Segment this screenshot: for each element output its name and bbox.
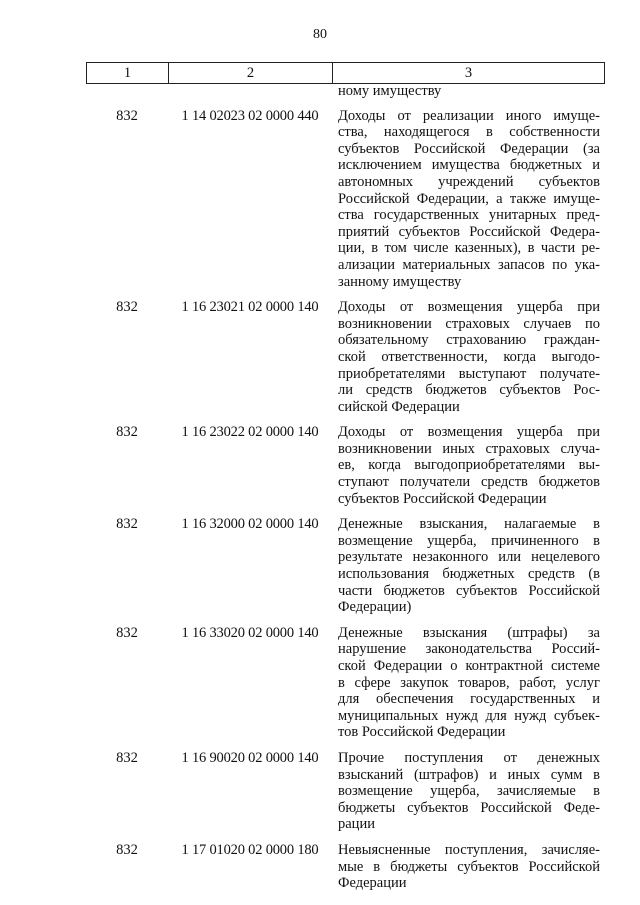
description-line: субъектов Российской Федерации	[338, 490, 547, 507]
description-line: рации	[338, 816, 375, 833]
description-line: возмещение ущерба, причиненного в	[338, 532, 600, 549]
description-line: сийской Федерации	[338, 398, 460, 415]
description-line: бюджеты субъектов Российской Феде-	[338, 799, 600, 816]
table-body	[86, 83, 601, 901]
description-cell	[338, 83, 600, 100]
table-row	[86, 842, 601, 892]
admin-code-cell: 832	[116, 516, 138, 533]
description-line: занному имуществу	[338, 273, 462, 290]
description-line: возникновении иных страховых случа-	[338, 440, 600, 457]
description-line: ской Федерации о контрактной системе	[338, 658, 600, 674]
description-cell	[338, 516, 600, 616]
description-line: мые в бюджеты субъектов Российской	[338, 858, 600, 875]
kbk-cell: 1 16 32000 02 0000 140	[181, 516, 319, 533]
description-line: муниципальных нужд для нужд субъек-	[338, 707, 600, 724]
description-line: приобретателями выступают получате-	[338, 365, 600, 382]
description-cell	[338, 842, 600, 892]
description-line: в сфере закупок товаров, работ, услуг	[338, 674, 600, 691]
description-line: Доходы от реализации иного имуще-	[338, 107, 600, 124]
description-cell	[338, 625, 600, 741]
admin-code-cell: 832	[116, 624, 138, 641]
description-line: тов Российской Федерации	[338, 724, 506, 741]
admin-code-cell: 832	[116, 749, 138, 766]
page-number: 80	[313, 27, 327, 42]
description-line: Прочие поступления от денежных	[338, 749, 600, 766]
description-line: Доходы от возмещения ущерба при	[338, 424, 600, 441]
description-line: Денежные взыскания (штрафы) за	[338, 624, 600, 641]
description-line: ства, находящегося в собственности	[338, 124, 600, 141]
description-line: возникновении страховых случаев по	[338, 315, 600, 332]
description-line: Невыясненные поступления, зачисляе-	[338, 841, 600, 858]
kbk-cell: 1 16 23022 02 0000 140	[181, 424, 319, 441]
kbk-cell	[168, 83, 332, 100]
description-cell	[338, 424, 600, 507]
table-row	[86, 424, 601, 507]
description-line: ступают получатели средств бюджетов	[338, 474, 600, 491]
description-line: использования бюджетных средств (в	[338, 566, 600, 583]
column-header-1: 1	[87, 63, 169, 84]
description-line: ному имуществу	[338, 83, 442, 99]
description-line: приятий субъектов Российской Федера-	[338, 223, 600, 240]
description-line: ли средств бюджетов субъектов Рос-	[338, 382, 600, 399]
description-line: ции, в том числе казенных), в части ре-	[338, 240, 600, 257]
description-line: Федерации	[338, 875, 407, 892]
description-cell	[338, 299, 600, 415]
description-line: ства государственных унитарных пред-	[338, 207, 600, 224]
table-row	[86, 625, 601, 741]
description-line: обязательному страхованию граждан-	[338, 332, 600, 349]
admin-code-cell: 832	[116, 107, 138, 124]
description-line: Денежные взыскания, налагаемые в	[338, 516, 600, 533]
kbk-cell: 1 16 33020 02 0000 140	[181, 624, 319, 641]
table-row	[86, 108, 601, 291]
description-line: возмещение ущерба, зачисляемые в	[338, 783, 600, 800]
kbk-cell: 1 14 02023 02 0000 440	[181, 107, 319, 124]
column-header-2: 2	[169, 63, 333, 84]
description-line: Федерации)	[338, 599, 412, 616]
column-header-3: 3	[333, 63, 605, 84]
kbk-cell: 1 17 01020 02 0000 180	[181, 841, 319, 858]
kbk-cell: 1 16 23021 02 0000 140	[181, 299, 319, 316]
description-cell	[338, 750, 600, 833]
description-line: исключением имущества бюджетных и	[338, 157, 600, 174]
description-line: Российской Федерации, а также имуще-	[338, 190, 600, 207]
table-row	[86, 750, 601, 833]
admin-code-cell: 832	[116, 299, 138, 316]
description-line: ской ответственности, когда выгодо-	[338, 348, 600, 365]
continuation-row	[86, 83, 601, 100]
description-line: субъектов Российской Федерации (за	[338, 140, 600, 157]
description-line: результате незаконного или нецелевого	[338, 549, 600, 566]
table-row	[86, 516, 601, 616]
description-line: ализации материальных запасов по ука-	[338, 256, 600, 273]
admin-code-cell	[86, 83, 168, 100]
description-line: для обеспечения государственных и	[338, 691, 600, 708]
admin-code-cell: 832	[116, 841, 138, 858]
admin-code-cell: 832	[116, 424, 138, 441]
description-line: взысканий (штрафов) и иных сумм в	[338, 766, 600, 783]
table-header	[86, 62, 605, 84]
description-line: ев, когда выгодоприобретателями вы-	[338, 457, 600, 474]
description-line: автономных учреждений субъектов	[338, 173, 600, 190]
description-cell	[338, 108, 600, 291]
description-line: нарушение законодательства Россий-	[338, 641, 600, 658]
kbk-cell: 1 16 90020 02 0000 140	[181, 749, 319, 766]
description-line: части бюджетов субъектов Российской	[338, 582, 600, 599]
table-row	[86, 299, 601, 415]
description-line: Доходы от возмещения ущерба при	[338, 299, 600, 316]
